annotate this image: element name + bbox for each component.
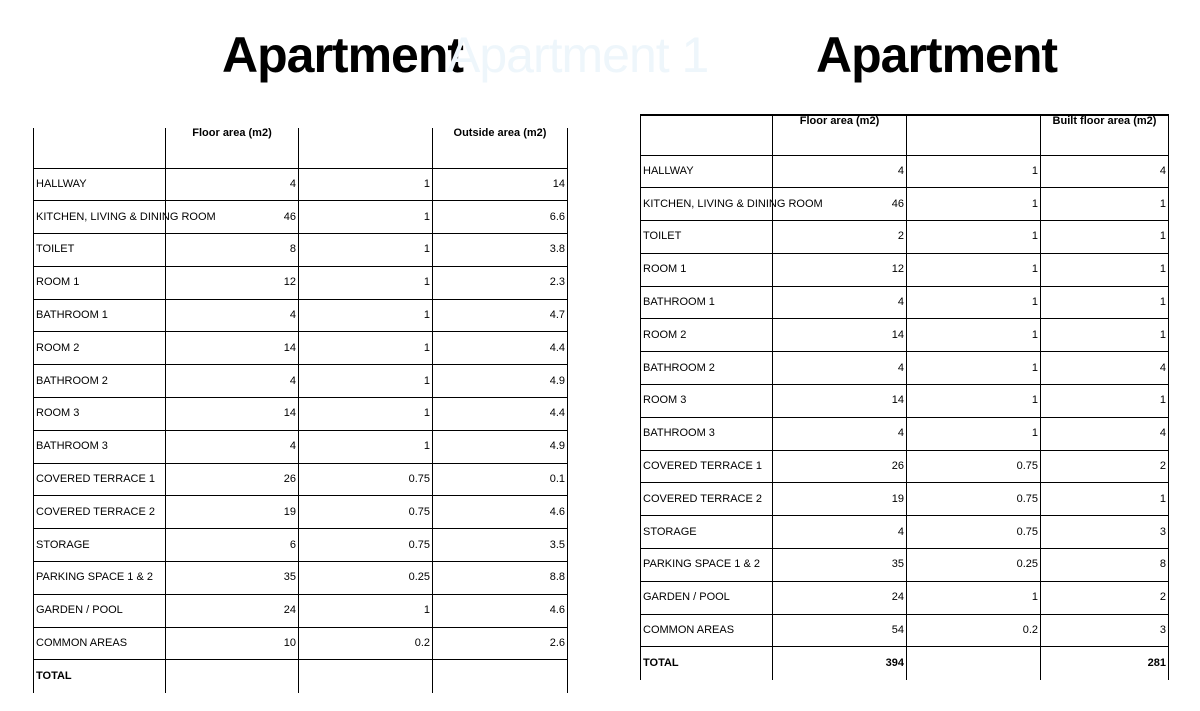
table-row bbox=[34, 398, 568, 431]
coefficient-cell: 0.2 bbox=[299, 627, 433, 660]
floor-area-cell: 4 bbox=[773, 286, 907, 319]
coefficient-cell: 0.25 bbox=[907, 549, 1041, 582]
floor-area-cell: 4 bbox=[166, 168, 299, 201]
apartment-title-right: Apartment bbox=[816, 27, 1058, 83]
table-row bbox=[34, 594, 568, 627]
computed-area-cell: 0.1 bbox=[433, 463, 568, 496]
room-name-cell: KITCHEN, LIVING & DINING ROOM bbox=[34, 201, 166, 234]
room-name-cell: PARKING SPACE 1 & 2 bbox=[641, 549, 773, 582]
floor-area-cell: 26 bbox=[773, 450, 907, 483]
column-header: Built floor area (m2) bbox=[1041, 115, 1169, 155]
table-row bbox=[641, 352, 1169, 385]
floor-area-cell: 19 bbox=[773, 483, 907, 516]
coefficient-cell: 0.75 bbox=[299, 496, 433, 529]
coefficient-cell: 1 bbox=[907, 286, 1041, 319]
table-row bbox=[641, 483, 1169, 516]
coefficient-cell: 0.75 bbox=[907, 483, 1041, 516]
table-row bbox=[641, 614, 1169, 647]
table-row bbox=[641, 581, 1169, 614]
computed-area-cell: 1 bbox=[1041, 319, 1169, 352]
coefficient-cell: 1 bbox=[907, 221, 1041, 254]
room-name-cell: BATHROOM 3 bbox=[641, 417, 773, 450]
area-table-right bbox=[640, 114, 1169, 680]
floor-area-cell: 24 bbox=[166, 594, 299, 627]
floor-area-cell: 10 bbox=[166, 627, 299, 660]
coefficient-cell: 1 bbox=[299, 332, 433, 365]
table-header-row bbox=[34, 128, 568, 168]
computed-area-cell: 8 bbox=[1041, 549, 1169, 582]
room-name-cell: PARKING SPACE 1 & 2 bbox=[34, 562, 166, 595]
floor-area-cell: 14 bbox=[166, 332, 299, 365]
coefficient-cell: 1 bbox=[299, 234, 433, 267]
coefficient-cell: 1 bbox=[299, 594, 433, 627]
table-row bbox=[641, 385, 1169, 418]
computed-area-cell: 2 bbox=[1041, 450, 1169, 483]
floor-area-cell: 6 bbox=[166, 529, 299, 562]
table-row bbox=[641, 221, 1169, 254]
room-name-cell: HALLWAY bbox=[34, 168, 166, 201]
computed-area-cell: 4.6 bbox=[433, 496, 568, 529]
table-header-row bbox=[641, 115, 1169, 155]
room-name-cell: KITCHEN, LIVING & DINING ROOM bbox=[641, 188, 773, 221]
column-header bbox=[34, 128, 166, 168]
column-header bbox=[299, 128, 433, 168]
floor-area-cell bbox=[166, 660, 299, 693]
table-row bbox=[34, 332, 568, 365]
table-row bbox=[34, 365, 568, 398]
computed-area-cell: 4.9 bbox=[433, 430, 568, 463]
floor-area-cell: 24 bbox=[773, 581, 907, 614]
coefficient-cell: 1 bbox=[907, 385, 1041, 418]
floor-area-cell: 4 bbox=[773, 155, 907, 188]
coefficient-cell: 0.2 bbox=[907, 614, 1041, 647]
room-name-cell: COVERED TERRACE 1 bbox=[34, 463, 166, 496]
floor-area-cell: 4 bbox=[166, 365, 299, 398]
table-row bbox=[34, 201, 568, 234]
total-row bbox=[34, 660, 568, 693]
floor-area-cell: 46 bbox=[773, 188, 907, 221]
floor-area-cell: 4 bbox=[773, 417, 907, 450]
computed-area-cell: 2 bbox=[1041, 581, 1169, 614]
room-name-cell: BATHROOM 1 bbox=[34, 299, 166, 332]
floor-area-cell: 4 bbox=[166, 299, 299, 332]
floor-area-cell: 14 bbox=[773, 319, 907, 352]
coefficient-cell: 0.75 bbox=[907, 516, 1041, 549]
room-name-cell: HALLWAY bbox=[641, 155, 773, 188]
computed-area-cell: 281 bbox=[1041, 647, 1169, 680]
floor-area-cell: 12 bbox=[773, 253, 907, 286]
room-name-cell: GARDEN / POOL bbox=[34, 594, 166, 627]
floor-area-cell: 14 bbox=[773, 385, 907, 418]
table-row bbox=[641, 155, 1169, 188]
coefficient-cell: 1 bbox=[907, 352, 1041, 385]
room-name-cell: COMMON AREAS bbox=[34, 627, 166, 660]
room-name-cell: BATHROOM 2 bbox=[34, 365, 166, 398]
coefficient-cell: 1 bbox=[907, 155, 1041, 188]
room-name-cell: BATHROOM 3 bbox=[34, 430, 166, 463]
floor-area-cell: 2 bbox=[773, 221, 907, 254]
column-header bbox=[641, 115, 773, 155]
column-header: Outside area (m2) bbox=[433, 128, 568, 168]
computed-area-cell: 2.6 bbox=[433, 627, 568, 660]
computed-area-cell: 4.4 bbox=[433, 398, 568, 431]
computed-area-cell bbox=[433, 660, 568, 693]
coefficient-cell: 1 bbox=[299, 168, 433, 201]
computed-area-cell: 4 bbox=[1041, 417, 1169, 450]
table-row bbox=[641, 417, 1169, 450]
room-name-cell: COVERED TERRACE 2 bbox=[641, 483, 773, 516]
coefficient-cell: 1 bbox=[299, 365, 433, 398]
computed-area-cell: 2.3 bbox=[433, 266, 568, 299]
table-row bbox=[34, 496, 568, 529]
room-name-cell: ROOM 1 bbox=[641, 253, 773, 286]
room-name-cell: TOTAL bbox=[641, 647, 773, 680]
coefficient-cell: 1 bbox=[907, 188, 1041, 221]
computed-area-cell: 6.6 bbox=[433, 201, 568, 234]
coefficient-cell: 1 bbox=[299, 430, 433, 463]
table-row bbox=[641, 450, 1169, 483]
room-name-cell: COVERED TERRACE 2 bbox=[34, 496, 166, 529]
computed-area-cell: 4 bbox=[1041, 155, 1169, 188]
table-row bbox=[641, 516, 1169, 549]
room-name-cell: STORAGE bbox=[34, 529, 166, 562]
coefficient-cell: 1 bbox=[299, 266, 433, 299]
computed-area-cell: 4.7 bbox=[433, 299, 568, 332]
floor-area-cell: 12 bbox=[166, 266, 299, 299]
table-row bbox=[34, 463, 568, 496]
computed-area-cell: 3.5 bbox=[433, 529, 568, 562]
room-name-cell: BATHROOM 1 bbox=[641, 286, 773, 319]
coefficient-cell bbox=[907, 647, 1041, 680]
computed-area-cell: 1 bbox=[1041, 286, 1169, 319]
room-name-cell: TOILET bbox=[641, 221, 773, 254]
column-header bbox=[907, 115, 1041, 155]
room-name-cell: COMMON AREAS bbox=[641, 614, 773, 647]
coefficient-cell: 1 bbox=[907, 319, 1041, 352]
room-name-cell: STORAGE bbox=[641, 516, 773, 549]
floor-area-cell: 4 bbox=[773, 352, 907, 385]
room-name-cell: ROOM 1 bbox=[34, 266, 166, 299]
area-table-left bbox=[33, 128, 568, 693]
floor-area-cell: 8 bbox=[166, 234, 299, 267]
table-row bbox=[641, 286, 1169, 319]
coefficient-cell: 1 bbox=[299, 398, 433, 431]
computed-area-cell: 1 bbox=[1041, 385, 1169, 418]
table-row bbox=[641, 319, 1169, 352]
coefficient-cell: 0.75 bbox=[907, 450, 1041, 483]
table-row bbox=[34, 430, 568, 463]
computed-area-cell: 3.8 bbox=[433, 234, 568, 267]
room-name-cell: TOILET bbox=[34, 234, 166, 267]
computed-area-cell: 4.6 bbox=[433, 594, 568, 627]
floor-area-cell: 394 bbox=[773, 647, 907, 680]
floor-area-cell: 4 bbox=[773, 516, 907, 549]
coefficient-cell: 1 bbox=[299, 201, 433, 234]
coefficient-cell: 0.25 bbox=[299, 562, 433, 595]
table-row bbox=[34, 234, 568, 267]
room-name-cell: ROOM 3 bbox=[34, 398, 166, 431]
table-row bbox=[34, 627, 568, 660]
computed-area-cell: 1 bbox=[1041, 483, 1169, 516]
computed-area-cell: 3 bbox=[1041, 614, 1169, 647]
column-header: Floor area (m2) bbox=[773, 115, 907, 155]
computed-area-cell: 3 bbox=[1041, 516, 1169, 549]
apartment-title-left: Apartment bbox=[222, 27, 464, 83]
coefficient-cell: 1 bbox=[907, 581, 1041, 614]
table-row bbox=[34, 299, 568, 332]
floor-area-cell: 35 bbox=[773, 549, 907, 582]
coefficient-cell bbox=[299, 660, 433, 693]
room-name-cell: COVERED TERRACE 1 bbox=[641, 450, 773, 483]
computed-area-cell: 1 bbox=[1041, 253, 1169, 286]
table-row bbox=[34, 168, 568, 201]
coefficient-cell: 0.75 bbox=[299, 463, 433, 496]
room-name-cell: ROOM 3 bbox=[641, 385, 773, 418]
room-name-cell: ROOM 2 bbox=[641, 319, 773, 352]
table-row bbox=[641, 253, 1169, 286]
computed-area-cell: 14 bbox=[433, 168, 568, 201]
column-header: Floor area (m2) bbox=[166, 128, 299, 168]
table-row bbox=[641, 188, 1169, 221]
floor-area-cell: 26 bbox=[166, 463, 299, 496]
coefficient-cell: 1 bbox=[907, 417, 1041, 450]
coefficient-cell: 0.75 bbox=[299, 529, 433, 562]
table-row bbox=[641, 549, 1169, 582]
floor-area-cell: 19 bbox=[166, 496, 299, 529]
floor-area-cell: 54 bbox=[773, 614, 907, 647]
computed-area-cell: 1 bbox=[1041, 221, 1169, 254]
computed-area-cell: 8.8 bbox=[433, 562, 568, 595]
table-row bbox=[34, 529, 568, 562]
computed-area-cell: 1 bbox=[1041, 188, 1169, 221]
room-name-cell: BATHROOM 2 bbox=[641, 352, 773, 385]
floor-area-cell: 4 bbox=[166, 430, 299, 463]
table-row bbox=[34, 266, 568, 299]
floor-area-cell: 46 bbox=[166, 201, 299, 234]
computed-area-cell: 4.9 bbox=[433, 365, 568, 398]
room-name-cell: ROOM 2 bbox=[34, 332, 166, 365]
apartment-title-middle: Apartment 1 bbox=[447, 27, 709, 83]
room-name-cell: GARDEN / POOL bbox=[641, 581, 773, 614]
floor-area-cell: 35 bbox=[166, 562, 299, 595]
total-row bbox=[641, 647, 1169, 680]
floor-area-cell: 14 bbox=[166, 398, 299, 431]
table-row bbox=[34, 562, 568, 595]
room-name-cell: TOTAL bbox=[34, 660, 166, 693]
coefficient-cell: 1 bbox=[907, 253, 1041, 286]
coefficient-cell: 1 bbox=[299, 299, 433, 332]
computed-area-cell: 4.4 bbox=[433, 332, 568, 365]
computed-area-cell: 4 bbox=[1041, 352, 1169, 385]
